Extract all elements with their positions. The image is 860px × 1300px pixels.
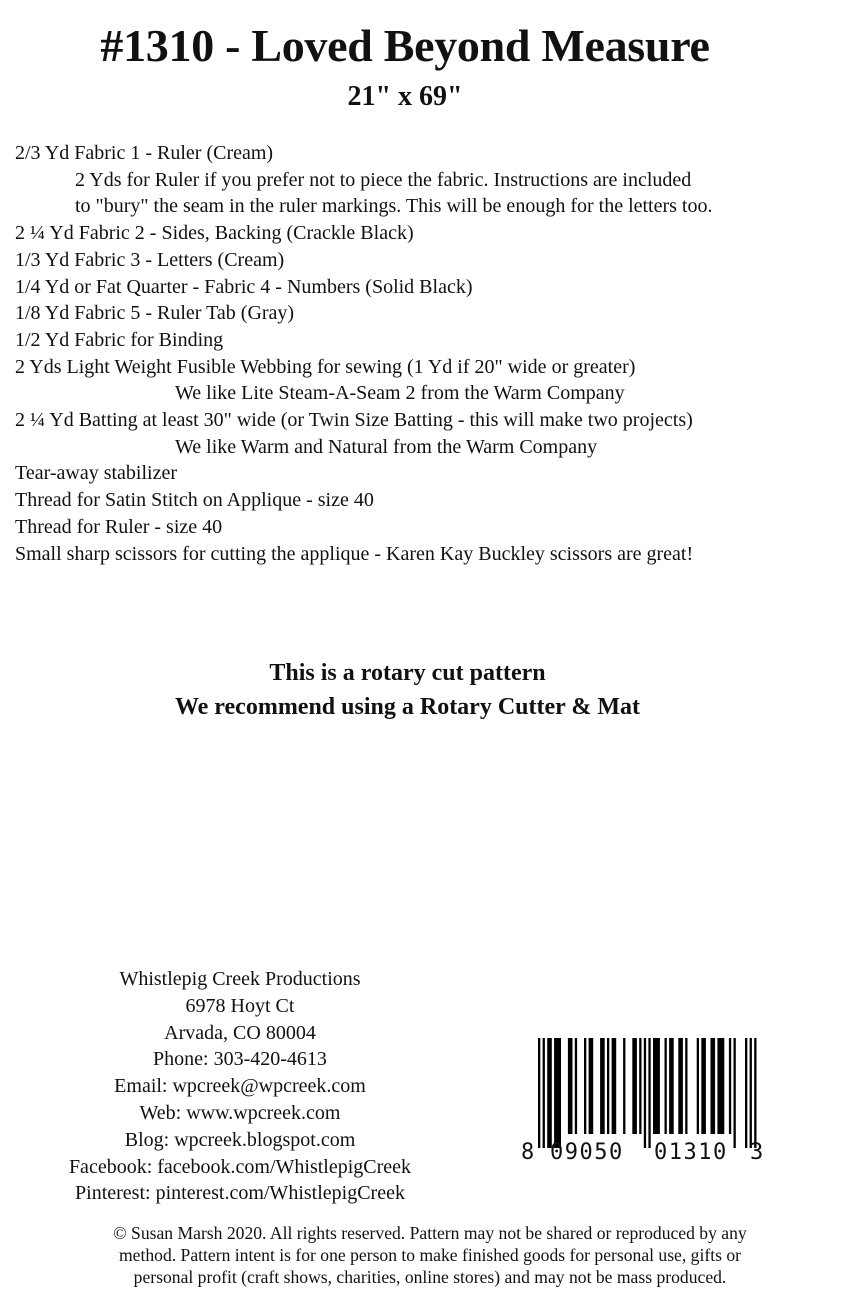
barcode-number-system: 8 bbox=[521, 1140, 535, 1165]
material-line: 1/4 Yd or Fat Quarter - Fabric 4 - Numbers (Solid Black) bbox=[15, 275, 473, 298]
material-line: 2/3 Yd Fabric 1 - Ruler (Cream) bbox=[15, 142, 274, 164]
barcode-bar bbox=[717, 1038, 724, 1134]
barcode-check-digit: 3 bbox=[750, 1140, 764, 1165]
barcode-right-digits: 01310 bbox=[654, 1140, 728, 1165]
material-line: Tear-away stabilizer bbox=[15, 462, 177, 485]
material-line: We like Warm and Natural from the Warm Company bbox=[175, 435, 598, 458]
barcode-bar bbox=[584, 1038, 586, 1134]
barcode-bar bbox=[750, 1038, 752, 1148]
material-line: 1/3 Yd Fabric 3 - Letters (Cream) bbox=[15, 248, 285, 271]
email-address: Email: wpcreek@wpcreek.com bbox=[114, 1075, 366, 1098]
material-line: 2 ¼ Yd Fabric 2 - Sides, Backing (Crackle Black) bbox=[15, 222, 414, 245]
facebook: Facebook: facebook.com/WhistlepigCreek bbox=[68, 1155, 412, 1178]
barcode-bar bbox=[612, 1038, 617, 1134]
notice-line-2: We recommend using a Rotary Cutter & Mat bbox=[174, 694, 641, 720]
barcode-bar bbox=[685, 1038, 687, 1134]
barcode-bar bbox=[745, 1038, 747, 1148]
barcode-bar bbox=[644, 1038, 646, 1148]
barcode-bar bbox=[554, 1038, 561, 1148]
phone-number: Phone: 303-420-4613 bbox=[153, 1048, 327, 1071]
barcode-bar bbox=[623, 1038, 625, 1134]
company-name: Whistlepig Creek Productions bbox=[119, 968, 361, 990]
copyright-notice bbox=[14, 1222, 846, 1288]
contact-block bbox=[0, 966, 480, 1207]
barcode-bar bbox=[575, 1038, 577, 1134]
material-line: Thread for Satin Stitch on Applique - size 40 bbox=[15, 489, 374, 512]
pinterest: Pinterest: pinterest.com/WhistlepigCreek bbox=[75, 1182, 405, 1205]
barcode-bar bbox=[665, 1038, 667, 1134]
barcode-left-digits: 09050 bbox=[550, 1140, 624, 1165]
barcode-bar bbox=[547, 1038, 552, 1148]
rotary-notice bbox=[0, 656, 815, 724]
barcode-bar bbox=[648, 1038, 650, 1148]
material-line: 2 Yds Light Weight Fusible Webbing for sewing (1 Yd if 20" wide or greater) bbox=[15, 355, 636, 378]
copyright-line-1: © Susan Marsh 2020. All rights reserved. Pattern may not be shared or reproduced by any bbox=[113, 1223, 747, 1243]
materials-list bbox=[15, 140, 845, 567]
barcode-bar bbox=[607, 1038, 609, 1134]
material-line: Small sharp scissors for cutting the applique - Karen Kay Buckley scissors are great! bbox=[15, 542, 694, 565]
barcode-bar bbox=[697, 1038, 699, 1134]
barcode-bar bbox=[639, 1038, 641, 1134]
material-line: 1/8 Yd Fabric 5 - Ruler Tab (Gray) bbox=[15, 302, 295, 325]
barcode-bar bbox=[568, 1038, 573, 1134]
barcode-bar bbox=[653, 1038, 660, 1134]
material-line: Thread for Ruler - size 40 bbox=[15, 515, 223, 538]
material-line: to "bury" the seam in the ruler markings. This will be enough for the letters too. bbox=[75, 195, 713, 218]
city-state-zip: Arvada, CO 80004 bbox=[164, 1021, 316, 1044]
barcode-bar bbox=[538, 1038, 540, 1148]
notice-line-1: This is a rotary cut pattern bbox=[269, 660, 546, 686]
barcode-bar bbox=[669, 1038, 674, 1134]
material-line: 2 ¼ Yd Batting at least 30" wide (or Twin Size Batting - this will make two projects) bbox=[15, 409, 693, 432]
barcode-bar bbox=[729, 1038, 731, 1134]
barcode-bar bbox=[701, 1038, 706, 1134]
street-address: 6978 Hoyt Ct bbox=[185, 994, 295, 1017]
upc-barcode bbox=[518, 1038, 770, 1168]
finished-size: 21" x 69" bbox=[347, 81, 463, 112]
material-line: We like Lite Steam-A-Seam 2 from the Warm Company bbox=[175, 382, 625, 405]
material-line: 1/2 Yd Fabric for Binding bbox=[15, 328, 224, 351]
barcode-bar bbox=[711, 1038, 716, 1134]
website: Web: www.wpcreek.com bbox=[139, 1101, 341, 1124]
barcode-bar bbox=[632, 1038, 637, 1134]
barcode-bar bbox=[589, 1038, 594, 1134]
barcode-bar bbox=[734, 1038, 736, 1148]
copyright-line-3: personal profit (craft shows, charities, online stores) and may not be mass produced. bbox=[133, 1267, 727, 1287]
blog: Blog: wpcreek.blogspot.com bbox=[124, 1128, 356, 1151]
barcode-bar bbox=[600, 1038, 605, 1134]
copyright-line-2: method. Pattern intent is for one person to make finished goods for personal use, gifts or bbox=[118, 1245, 741, 1265]
pattern-title: #1310 - Loved Beyond Measure bbox=[100, 20, 710, 71]
barcode-bar bbox=[754, 1038, 756, 1148]
material-line: 2 Yds for Ruler if you prefer not to piece the fabric. Instructions are included bbox=[75, 168, 692, 191]
barcode-bar bbox=[678, 1038, 683, 1134]
barcode-bars bbox=[518, 1038, 770, 1148]
barcode-bar bbox=[543, 1038, 545, 1148]
